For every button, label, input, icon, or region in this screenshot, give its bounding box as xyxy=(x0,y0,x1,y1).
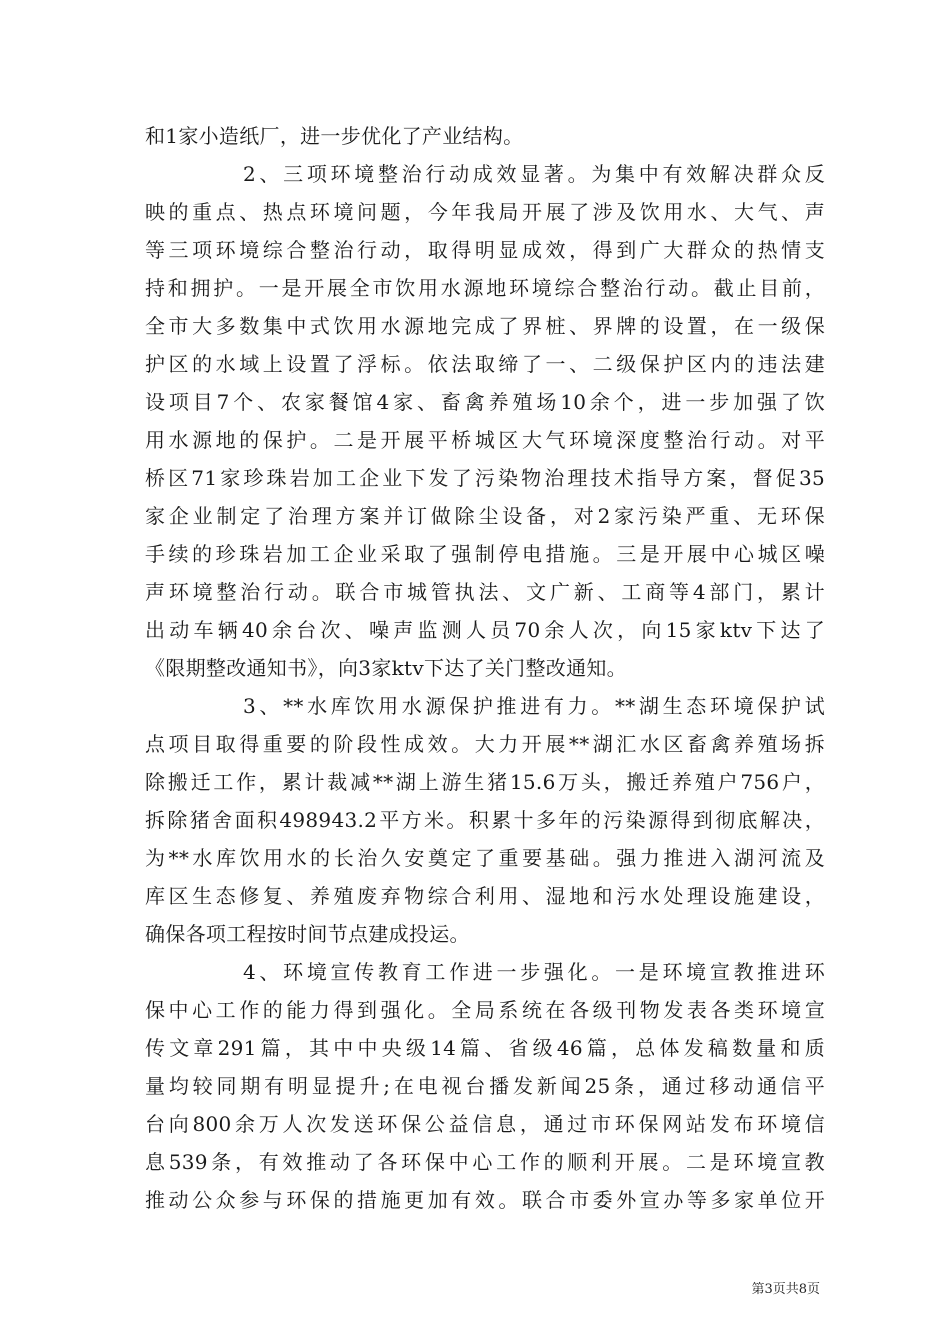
text-line: 传文章291篇，其中中央级14篇、省级46篇，总体发稿数量和质 xyxy=(145,1036,825,1060)
text-line: 等三项环境综合整治行动，取得明显成效，得到广大群众的热情支 xyxy=(145,238,825,262)
text-line: 持和拥护。一是开展全市饮用水源地环境综合整治行动。截止目前， xyxy=(145,276,825,300)
text-line: 桥区71家珍珠岩加工企业下发了污染物治理技术指导方案，督促35 xyxy=(145,466,825,490)
text-line: 用水源地的保护。二是开展平桥城区大气环境深度整治行动。对平 xyxy=(145,428,825,452)
text-line: 推动公众参与环保的措施更加有效。联合市委外宣办等多家单位开 xyxy=(145,1188,825,1212)
text-line: 量均较同期有明显提升;在电视台播发新闻25条，通过移动通信平 xyxy=(145,1074,825,1098)
text-line: 确保各项工程按时间节点建成投运。 xyxy=(145,922,470,946)
text-line: 息539条，有效推动了各环保中心工作的顺利开展。二是环境宣教 xyxy=(145,1150,825,1174)
page-number-footer: 第3页共8页 xyxy=(751,1282,820,1297)
paragraph-4-first-line: 4、环境宣传教育工作进一步强化。一是环境宣教推进环 xyxy=(243,960,825,984)
text-line: 声环境整治行动。联合市城管执法、文广新、工商等4部门，累计 xyxy=(145,580,825,604)
text-line: 家企业制定了治理方案并订做除尘设备，对2家污染严重、无环保 xyxy=(145,504,825,528)
text-line: 手续的珍珠岩加工企业采取了强制停电措施。三是开展中心城区噪 xyxy=(145,542,825,566)
text-line: 台向800余万人次发送环保公益信息，通过市环保网站发布环境信 xyxy=(145,1112,825,1136)
text-line: 全市大多数集中式饮用水源地完成了界桩、界牌的设置，在一级保 xyxy=(145,314,825,338)
paragraph-3-first-line: 3、**水库饮用水源保护推进有力。**湖生态环境保护试 xyxy=(243,694,825,718)
text-line: 保中心工作的能力得到强化。全局系统在各级刊物发表各类环境宣 xyxy=(145,998,825,1022)
text-line: 除搬迁工作，累计裁减**湖上游生猪15.6万头，搬迁养殖户756户， xyxy=(145,770,825,794)
text-line: 和1家小造纸厂，进一步优化了产业结构。 xyxy=(145,124,524,148)
text-line: 拆除猪舍面积498943.2平方米。积累十多年的污染源得到彻底解决， xyxy=(145,808,825,832)
text-line: 库区生态修复、养殖废弃物综合利用、湿地和污水处理设施建设， xyxy=(145,884,825,908)
text-line: 为**水库饮用水的长治久安奠定了重要基础。强力推进入湖河流及 xyxy=(145,846,825,870)
text-line: 护区的水域上设置了浮标。依法取缔了一、二级保护区内的违法建 xyxy=(145,352,825,376)
text-line: 设项目7个、农家餐馆4家、畜禽养殖场10余个，进一步加强了饮 xyxy=(145,390,825,414)
text-line: 点项目取得重要的阶段性成效。大力开展**湖汇水区畜禽养殖场拆 xyxy=(145,732,825,756)
text-line: 出动车辆40余台次、噪声监测人员70余人次，向15家ktv下达了 xyxy=(145,618,825,642)
text-line: 映的重点、热点环境问题，今年我局开展了涉及饮用水、大气、声 xyxy=(145,200,825,224)
text-line: 《限期整改通知书》，向3家ktv下达了关门整改通知。 xyxy=(145,656,627,680)
paragraph-2-first-line: 2、三项环境整治行动成效显著。为集中有效解决群众反 xyxy=(243,162,825,186)
